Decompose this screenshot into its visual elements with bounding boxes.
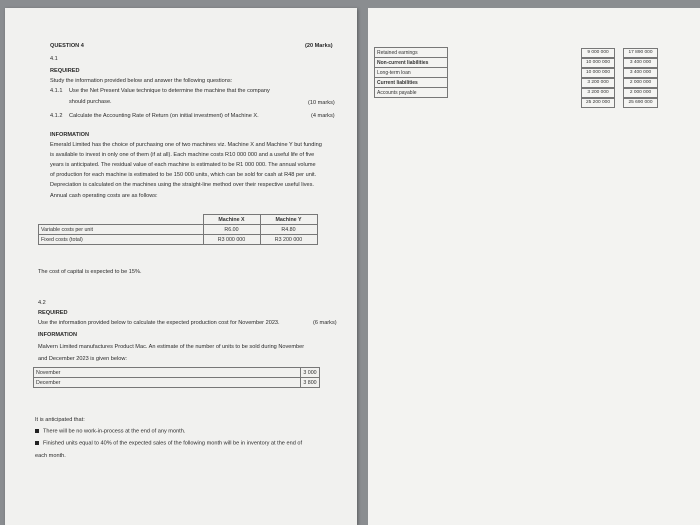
bullet-icon xyxy=(35,429,39,433)
question-marks: (20 Marks) xyxy=(305,43,333,49)
month-label: December xyxy=(34,378,301,388)
question-title: QUESTION 4 xyxy=(50,43,84,49)
machine-x-value: R3 000 000 xyxy=(203,235,260,245)
table-corner xyxy=(39,215,204,225)
q412-marks: (4 marks) xyxy=(311,113,335,119)
units-value: 3 000 xyxy=(301,368,320,378)
bullet-item xyxy=(35,441,302,447)
q412-text: Calculate the Accounting Rate of Return (on initial investment) of Machine X. xyxy=(69,113,259,119)
row-label: Variable costs per unit xyxy=(39,225,204,235)
q42-required-text: Use the information provided below to calculate the expected production cost for November 2023. xyxy=(38,320,280,326)
left-document-page xyxy=(5,8,357,525)
table-row xyxy=(39,235,318,245)
table-row xyxy=(34,368,320,378)
value-cell: 17 890 000 xyxy=(623,48,658,58)
q41-para-line: is available to invest in only one of them (if at all). Each machine costs R10 000 000 and a useful life of five xyxy=(50,152,315,158)
table-row xyxy=(375,58,448,68)
q41-para-line: of production for each machine is estimated to be 150 000 units, which can be sold for cash at R48 per unit. xyxy=(50,172,317,178)
value-cell: 3 400 000 xyxy=(623,58,658,68)
q42-marks: (6 marks) xyxy=(313,320,337,326)
table-header-row xyxy=(39,215,318,225)
bullet-text: Finished units equal to 40% of the expected sales of the following month will be in inventory at the end of xyxy=(43,440,303,447)
q42-required-heading: REQUIRED xyxy=(38,310,68,316)
value-cell: 3 200 000 xyxy=(581,88,615,98)
machine-x-value: R6.00 xyxy=(203,225,260,235)
bullet-item xyxy=(35,429,185,435)
cost-of-capital-note: The cost of capital is expected to be 15%. xyxy=(38,269,142,275)
table-row xyxy=(375,68,448,78)
month-label: November xyxy=(34,368,301,378)
anticipated-intro: It is anticipated that: xyxy=(35,417,85,423)
machine-costs-table xyxy=(38,214,318,245)
table-row xyxy=(34,378,320,388)
machine-x-header: Machine X xyxy=(203,215,260,225)
row-label: Long-term loan xyxy=(375,68,448,78)
q41-para-line: years is anticipated. The residual value of each machine is estimated to be R1 000 000. The annual volume xyxy=(50,162,316,168)
value-cell: 9 000 000 xyxy=(581,48,615,58)
table-row xyxy=(375,78,448,88)
q411-marks: (10 marks) xyxy=(308,100,335,106)
value-cell: 10 000 000 xyxy=(581,58,615,68)
table-row xyxy=(375,48,448,58)
bullet-icon xyxy=(35,441,39,445)
value-cell: 2 000 000 xyxy=(623,88,658,98)
q411-text-line2: should purchase. xyxy=(69,99,112,105)
q41-intro: Study the information provided below and answer the following questions: xyxy=(50,78,233,84)
value-cell: 10 000 000 xyxy=(581,68,615,78)
value-cell: 3 400 000 xyxy=(623,68,658,78)
value-cell: 3 200 000 xyxy=(581,78,615,88)
q411-text-line1: Use the Net Present Value technique to determine the machine that the company xyxy=(69,88,270,94)
q41-para-line: Emerald Limited has the choice of purchasing one of two machines viz. Machine X and Machine Y but funding xyxy=(50,142,322,148)
q42-para-line: Malvern Limited manufactures Product Mac. An estimate of the number of units to be sold during November xyxy=(38,344,305,350)
q411-number: 4.1.1 xyxy=(50,88,63,94)
machine-y-header: Machine Y xyxy=(260,215,317,225)
machine-y-value: R3 200 000 xyxy=(260,235,317,245)
table-row xyxy=(39,225,318,235)
bullet-continuation: each month. xyxy=(35,453,66,459)
row-label: Accounts payable xyxy=(375,88,448,98)
value-cell: 2 000 000 xyxy=(623,78,658,88)
units-value: 3 800 xyxy=(301,378,320,388)
total-cell: 25 200 000 xyxy=(581,98,615,108)
row-label: Fixed costs (total) xyxy=(39,235,204,245)
total-cell: 25 690 000 xyxy=(623,98,658,108)
q41-information-heading: INFORMATION xyxy=(50,132,90,138)
sales-estimate-table xyxy=(33,367,320,388)
q41-required-heading: REQUIRED xyxy=(50,68,80,74)
q42-para-line: and December 2023 is given below: xyxy=(38,356,127,362)
q41-number: 4.1 xyxy=(50,56,58,62)
q42-number: 4.2 xyxy=(38,300,46,306)
q41-para-line: Depreciation is calculated on the machines using the straight-line method over their respective useful lives. xyxy=(50,182,314,188)
row-label: Current liabilities xyxy=(375,78,448,88)
q42-information-heading: INFORMATION xyxy=(38,332,78,338)
table-row xyxy=(375,88,448,98)
q41-para-line: Annual cash operating costs are as follows: xyxy=(50,193,158,199)
machine-y-value: R4.80 xyxy=(260,225,317,235)
row-label: Retained earnings xyxy=(375,48,448,58)
q412-number: 4.1.2 xyxy=(50,113,63,119)
bullet-text: There will be no work-in-process at the end of any month. xyxy=(43,428,186,435)
balance-sheet-table xyxy=(374,47,448,98)
right-document-page xyxy=(368,8,700,525)
row-label: Non-current liabilities xyxy=(375,58,448,68)
